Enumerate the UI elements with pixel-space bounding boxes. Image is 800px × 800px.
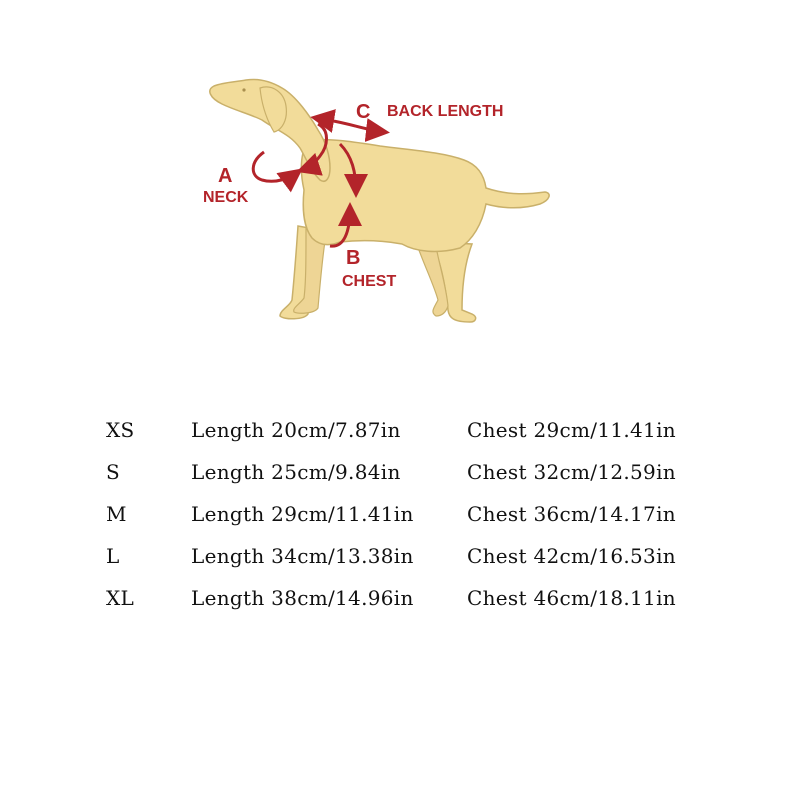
size-row-m [106,502,706,544]
length-value: Length 29cm/11.41in [191,502,414,526]
size-label: S [106,460,121,484]
label-b-letter: B [346,247,361,269]
size-label: L [106,544,120,568]
chest-value: Chest 42cm/16.53in [467,544,676,568]
dog-measurement-diagram [180,60,580,350]
size-table [106,418,706,628]
length-value: Length 38cm/14.96in [191,586,414,610]
dog-eye [242,88,245,91]
chest-value: Chest 36cm/14.17in [467,502,676,526]
dog-measurement-svg [180,60,580,350]
size-row-xs [106,418,706,460]
chest-value: Chest 32cm/12.59in [467,460,676,484]
label-c-letter: C [356,101,371,123]
chest-value: Chest 29cm/11.41in [467,418,676,442]
size-label: XS [106,418,135,442]
size-row-xl [106,586,706,628]
length-value: Length 20cm/7.87in [191,418,401,442]
label-c-text: BACK LENGTH [387,103,504,120]
chest-value: Chest 46cm/18.11in [467,586,676,610]
size-label: M [106,502,127,526]
neck-arrow [253,152,298,181]
size-row-s [106,460,706,502]
label-a-letter: A [218,165,233,187]
size-row-l [106,544,706,586]
size-label: XL [106,586,135,610]
length-value: Length 25cm/9.84in [191,460,401,484]
label-a-text: NECK [203,189,249,206]
dog-body [301,139,549,251]
length-value: Length 34cm/13.38in [191,544,414,568]
label-b-text: CHEST [342,273,397,290]
